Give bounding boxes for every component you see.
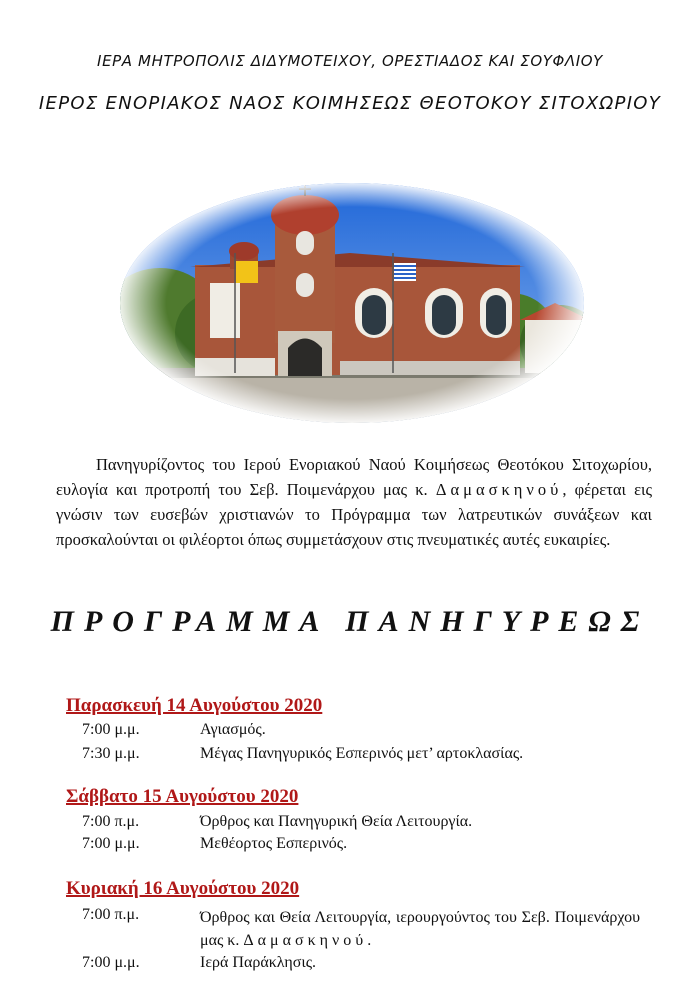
event-description: [200, 906, 640, 952]
day-heading: Παρασκευή 14 Αυγούστου 2020: [66, 695, 323, 716]
bishop-name: Δαμασκηνού: [243, 932, 368, 949]
parish-heading: ΙΕΡΟΣ ΕΝΟΡΙΑΚΟΣ ΝΑΟΣ ΚΟΙΜΗΣΕΩΣ ΘΕΟΤΟΚΟΥ ΣΙΤΟΧΩΡΙΟΥ: [38, 93, 662, 114]
event-time: 7:00 μ.μ.: [82, 954, 140, 971]
event-time: 7:00 π.μ.: [82, 906, 140, 923]
metropolis-heading: ΙΕΡΑ ΜΗΤΡΟΠΟΛΙΣ ΔΙΔΥΜΟΤΕΙΧΟΥ, ΟΡΕΣΤΙΑΔΟΣ ΚΑΙ ΣΟΥΦΛΙΟΥ: [97, 52, 603, 70]
event-time: 7:00 π.μ.: [82, 813, 140, 830]
intro-paragraph: [56, 452, 652, 552]
day-heading: Κυριακή 16 Αυγούστου 2020: [66, 878, 300, 899]
event-description: Μεθέορτος Εσπερινός.: [200, 835, 348, 852]
program-title: ΠΡΟΓΡΑΜΜΑ ΠΑΝΗΓΥΡΕΩΣ: [50, 605, 650, 638]
day-heading: Σάββατο 15 Αυγούστου 2020: [66, 786, 299, 807]
event-time: 7:30 μ.μ.: [82, 745, 140, 762]
event-description-text: Όρθρος και Θεία Λειτουργία, ιερουργούντος του Σεβ. Ποιμενάρχου μας κ.: [200, 909, 640, 949]
event-time: 7:00 μ.μ.: [82, 721, 140, 738]
event-description: Μέγας Πανηγυρικός Εσπερινός μετ’ αρτοκλασίας.: [200, 745, 524, 762]
event-description: Ιερά Παράκλησις.: [200, 954, 317, 971]
bishop-name: Δαμασκηνού: [435, 480, 563, 499]
event-description-end: .: [367, 932, 372, 949]
event-description: Αγιασμός.: [200, 721, 266, 738]
intro-text-2: , φέρεται εις γνώσιν των ευσεβών χριστιανών το Πρόγραμμα των λατρευτικών συνάξεων και προσκαλούνται οι φιλέορτοι όπως συμμετάσχουν στις πνευματικές αυτές ευκαιρίες.: [56, 480, 652, 549]
event-description: Όρθρος και Πανηγυρική Θεία Λειτουργία.: [200, 813, 473, 830]
church-photo: [120, 183, 584, 423]
intro-text-1: Πανηγυρίζοντος του Ιερού Ενοριακού Ναού Κοιμήσεως Θεοτόκου Σιτοχωρίου, ευλογία και προτροπή του Σεβ. Ποιμενάρχου μας κ.: [56, 455, 652, 499]
event-time: 7:00 μ.μ.: [82, 835, 140, 852]
